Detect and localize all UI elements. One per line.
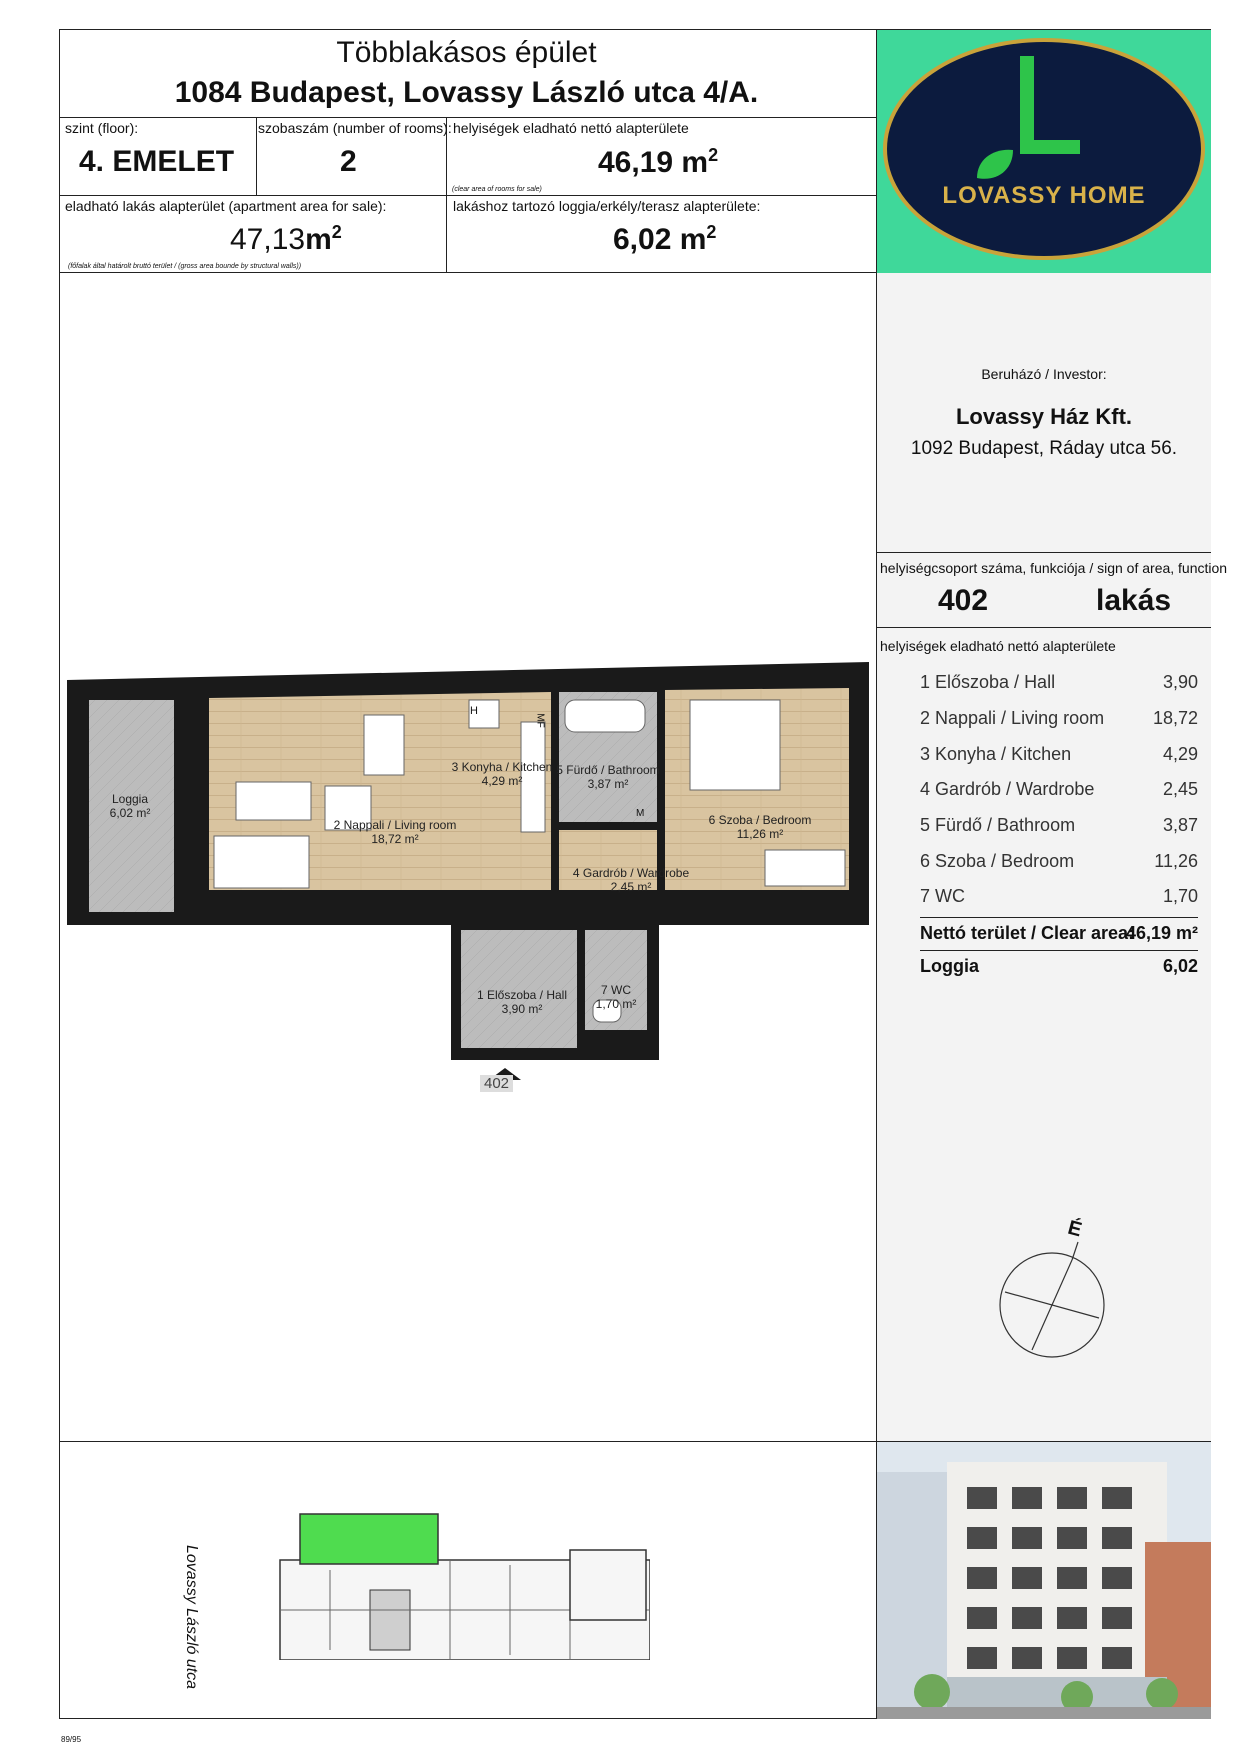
total-label: Nettó terület / Clear area: (920, 923, 1135, 943)
room-row (920, 815, 1198, 843)
kitchen-mark-h: H (470, 705, 478, 717)
room-name: 1 Előszoba / Hall (920, 672, 1056, 692)
investor-label: Beruházó / Investor: (981, 366, 1107, 382)
building-render (877, 1442, 1211, 1719)
unit-sup: 2 (706, 222, 717, 242)
room-row (920, 744, 1198, 772)
street-name: Lovassy László utca (183, 1545, 200, 1690)
room-label-area: 3,87 m² (587, 777, 629, 791)
room-label-area: 18,72 m² (371, 832, 419, 846)
room-name: 3 Konyha / Kitchen (920, 744, 1072, 764)
bedroom-label-plan (700, 813, 820, 841)
room-name: 2 Nappali / Living room (920, 708, 1105, 728)
unit: m (305, 223, 332, 256)
unit: m (681, 146, 709, 179)
loggia-label: Loggia (920, 956, 979, 976)
page-number: 89/95 (61, 1735, 82, 1744)
site-plan (270, 1510, 650, 1660)
net-area-label: helyiségek eladható nettó alapterülete (453, 120, 689, 136)
sofa (214, 836, 309, 888)
divider (876, 552, 1211, 553)
hall-label-plan (472, 988, 572, 1016)
net-area-note: (clear area of rooms for sale) (452, 186, 542, 193)
sale-area-note: (főfalak által határolt bruttó terület / (gross area bounde by structural walls)) (68, 263, 302, 270)
room-row (920, 779, 1198, 807)
entrance-number: 402 (480, 1075, 513, 1092)
floor-value: 4. EMELET (79, 145, 235, 178)
room-name: 6 Szoba / Bedroom (920, 851, 1075, 871)
divider (876, 627, 1211, 628)
divider (920, 917, 1198, 918)
divider (59, 117, 877, 118)
room-label: 4 Gardrób / Wardrobe (572, 866, 690, 880)
wc-label-plan (591, 983, 641, 1011)
kitchen-label-plan (447, 760, 557, 788)
room-label: 2 Nappali / Living room (333, 818, 457, 832)
loggia-label-plan (100, 792, 160, 820)
room-area: 3,87 (1162, 815, 1198, 835)
divider (256, 117, 257, 195)
total-value: 46,19 m² (1125, 923, 1198, 943)
loggia-area-number: 6,02 (613, 223, 672, 256)
room-row (920, 708, 1198, 736)
kitchen-mark-mf: MF (534, 713, 546, 728)
room-label: 6 Szoba / Bedroom (708, 813, 812, 827)
net-area-value (598, 145, 718, 180)
sale-area-number: 47,13 (230, 223, 306, 256)
room-area: 2,45 (1162, 779, 1198, 799)
loggia-area-label: lakáshoz tartozó loggia/erkély/terasz alapterülete: (453, 198, 761, 214)
lovassy-home-logo (877, 30, 1211, 273)
room-row (920, 672, 1198, 700)
rooms-value: 2 (340, 145, 357, 178)
room-name: 5 Fürdő / Bathroom (920, 815, 1076, 835)
group-function: lakás (1096, 584, 1172, 617)
room-label-area: 11,26 m² (736, 827, 784, 841)
logo-l-icon (877, 30, 1211, 273)
floor-plan (59, 640, 879, 1100)
net-area-number: 46,19 (598, 146, 674, 179)
room-label: 3 Konyha / Kitchen (451, 760, 553, 774)
room-label-area: 6,02 m² (109, 806, 151, 820)
living-label-plan (320, 818, 470, 846)
divider (59, 195, 877, 196)
divider (920, 950, 1198, 951)
bath-label-plan (553, 763, 663, 791)
room-area: 11,26 (1154, 851, 1198, 871)
bathtub (565, 700, 645, 732)
floor-label: szint (floor): (65, 120, 139, 136)
highlighted-apartment (300, 1514, 438, 1564)
room-area: 4,29 (1162, 744, 1198, 764)
room-row (920, 886, 1198, 914)
unit-sup: 2 (708, 145, 719, 165)
room-row (920, 851, 1198, 879)
building-type: Többlakásos épület (336, 36, 597, 69)
coffee-table (236, 782, 311, 820)
divider (446, 117, 447, 272)
stairwell (370, 1590, 410, 1650)
logo-text: LOVASSY HOME (942, 182, 1146, 209)
wardrobe-closet (765, 850, 845, 886)
room-label: Loggia (111, 792, 149, 806)
loggia-value: 6,02 (1162, 956, 1198, 976)
unit: m (679, 223, 707, 256)
room-label-area: 1,70 m² (595, 997, 637, 1011)
rooms-label: szobaszám (number of rooms): (258, 120, 452, 136)
sale-area-value (230, 222, 342, 257)
loggia-area-value (613, 222, 716, 257)
group-number: 402 (938, 584, 989, 617)
room-label-area: 2,45 m² (610, 880, 652, 894)
sale-area-label: eladható lakás alapterület (apartment area for sale): (65, 198, 387, 214)
room-name: 4 Gardrób / Wardrobe (920, 779, 1095, 799)
unit-sup: 2 (331, 222, 342, 242)
room-area: 1,70 (1162, 886, 1198, 906)
bed (690, 700, 780, 790)
investor-address: 1092 Budapest, Ráday utca 56. (910, 438, 1178, 459)
group-label: helyiségcsoport száma, funkciója / sign of area, function (880, 560, 1228, 576)
building-address: 1084 Budapest, Lovassy László utca 4/A. (174, 76, 759, 109)
room-label-area: 4,29 m² (481, 774, 523, 788)
rooms-table-label: helyiségek eladható nettó alapterülete (880, 638, 1116, 654)
room-label-area: 3,90 m² (501, 1002, 543, 1016)
dining-table (364, 715, 404, 775)
room-name: 7 WC (920, 886, 965, 906)
investor-name: Lovassy Ház Kft. (955, 404, 1133, 429)
kitchen-mark-m: M (636, 808, 645, 819)
room-label: 1 Előszoba / Hall (476, 988, 568, 1002)
room-label: 5 Fürdő / Bathroom (556, 763, 660, 777)
north-label: É (1065, 1216, 1085, 1242)
north-compass (995, 1220, 1115, 1370)
wardrobe-label-plan (566, 866, 696, 894)
room-area: 18,72 (1152, 708, 1198, 728)
room-area: 3,90 (1162, 672, 1198, 692)
room-label: 7 WC (601, 983, 631, 997)
